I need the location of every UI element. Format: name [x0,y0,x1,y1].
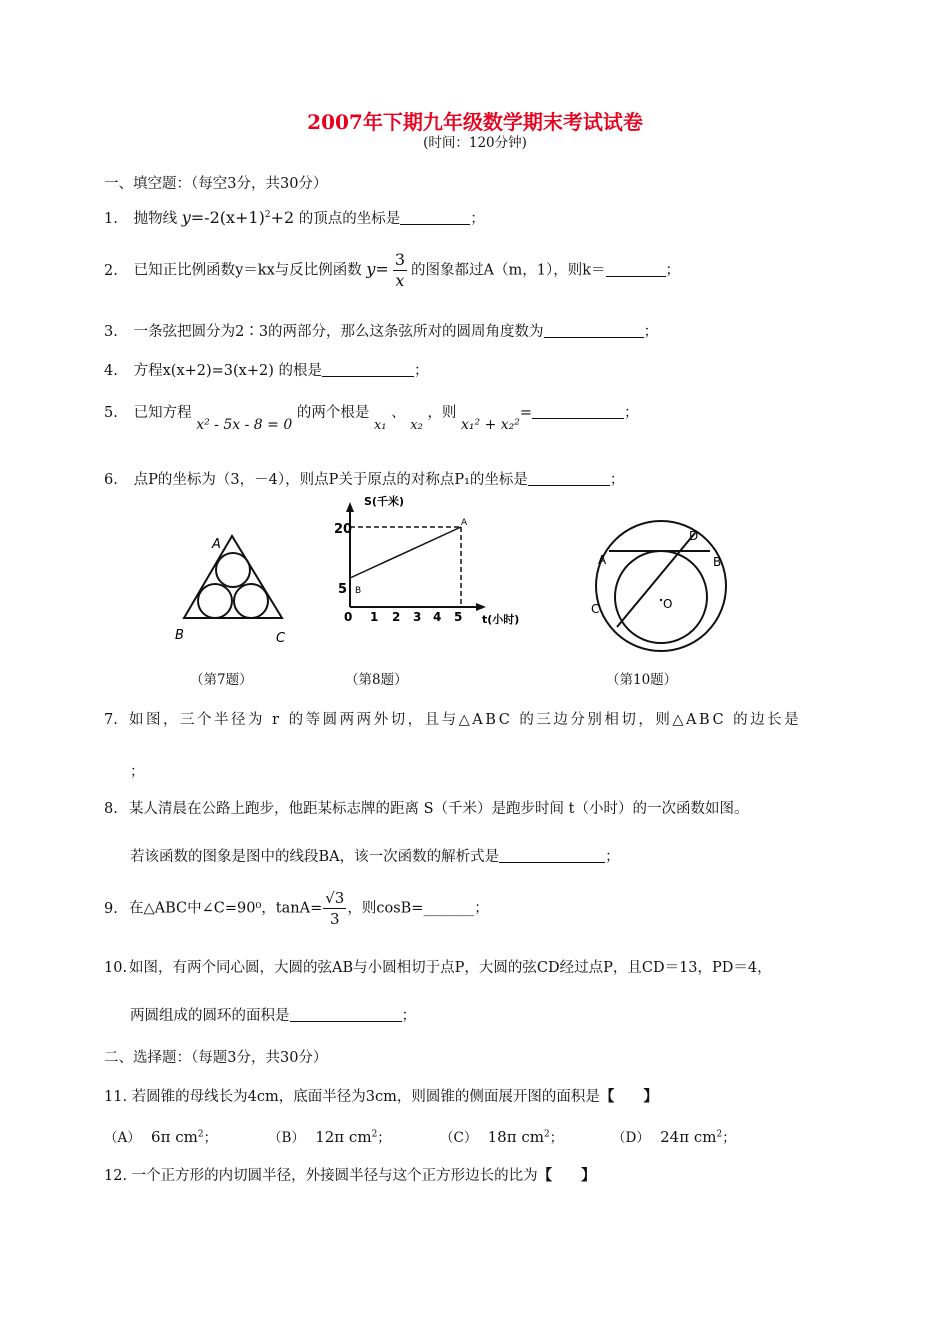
question-text: 方程x(x+2)=3(x+2) 的根是 [133,363,323,379]
question-text-then: ，则 [427,405,457,421]
question-5 [104,401,639,433]
y-tick-20: 20 [334,522,353,537]
point-b-label: B [355,586,362,596]
equals-sign: = [375,259,389,279]
answer-blank[interactable] [400,209,470,225]
punctuation: ； [605,849,620,865]
separator: 、 [391,405,406,421]
question-text-line-2: 若该函数的图象是图中的线段BA，该一次函数的解析式是 [130,849,500,865]
question-6 [104,468,624,489]
option-exponent: 2 [371,1129,378,1140]
x-tick-4: 4 [433,610,442,624]
option-value: 6π cm [151,1128,198,1146]
option-b[interactable] [268,1126,391,1146]
x-tick-3: 3 [413,610,422,624]
y-axis-title: S(千米) [364,495,404,508]
section-fill-in-heading: 一、填空题：（每空3分，共30分） [104,176,328,192]
question-number: 6. [104,472,118,488]
x-axis-title: t(小时) [482,613,520,626]
option-label: （D） [612,1130,650,1146]
question-4 [104,359,429,380]
question-7 [104,708,856,729]
question-7-end: ； [130,764,145,780]
fraction-numerator: 3 [394,250,406,269]
question-number: 5. [104,405,118,421]
question-text: 点P的坐标为（3，－4），则点P关于原点的对称点P₁的坐标是 [133,472,528,488]
question-text-line-1: 某人清晨在公路上跑步，他距某标志牌的距离 S（千米）是跑步时间 t（小时）的一次函数如图。 [129,801,749,817]
section-choice-heading: 二、选择题：（每题3分，共30分） [104,1050,328,1066]
fraction [323,888,346,929]
question-text-line-1: 如图，有两个同心圆，大圆的弦AB与小圆相切于点P，大圆的弦CD经过点P，且CD＝13，PD＝4， [129,960,772,976]
punctuation: ； [609,472,625,488]
question-1 [104,207,485,228]
question-12 [104,1164,596,1185]
label-c: C [276,631,286,646]
answer-blank[interactable] [544,322,644,338]
punctuation: ； [624,405,639,421]
formula-y: y [366,259,376,279]
punctuation: ； [414,363,429,379]
punctuation: ； [470,211,485,227]
figure-10-caption: （第10题） [606,672,678,688]
question-11 [104,1085,658,1106]
option-exponent: 2 [716,1129,723,1140]
figure-7-triangle-circles [170,530,300,650]
x-tick-2: 2 [392,610,401,624]
question-text: 在△ABC中∠C=90⁰，tanA= [129,900,323,917]
answer-blank[interactable] [606,261,666,277]
equals-sign: = [519,405,533,421]
question-text: 如图，三个半径为 r 的等圆两两外切，且与△ABC 的三边分别相切，则△ABC 的边长是 [129,712,802,728]
root-x1: x₁ [373,418,387,433]
answer-blank[interactable] [290,1006,402,1022]
formula-tail: +2 [270,208,295,227]
answer-blank[interactable] [532,403,624,419]
y-tick-5: 5 [338,582,348,597]
label-o: O [663,597,673,611]
option-value: 18π cm [487,1128,544,1146]
equation: x² - 5x - 8 = 0 [196,417,293,433]
punctuation: ； [377,1130,391,1146]
label-a: A [598,553,607,567]
answer-blank[interactable] [322,361,414,377]
label-b: B [713,555,722,569]
question-10-line-2 [130,1004,416,1025]
question-text: 11. 若圆锥的母线长为4cm，底面半径为3cm，则圆锥的侧面展开图的面积是 [104,1089,600,1105]
question-number: 2. [104,262,118,279]
root-x2: x₂ [410,418,423,433]
punctuation: ； [203,1130,218,1146]
option-c[interactable] [440,1126,563,1146]
question-number: 8. [104,801,118,817]
point-a-label: A [461,518,468,528]
label-d: D [689,529,699,543]
answer-bracket[interactable]: 【 】 [599,1088,658,1105]
question-8-line-2 [130,845,620,866]
punctuation: ； [722,1130,736,1146]
question-text: 12. 一个正方形的内切圆半径，外接圆半径与这个正方形边长的比为 [104,1168,538,1184]
option-value: 24π cm [660,1128,717,1146]
page-title: 2007年下期九年级数学期末考试试卷 [307,110,643,134]
question-number: 9. [104,900,118,917]
x-tick-1: 1 [370,610,379,624]
formula-body: =-2(x+1) [190,208,265,227]
answer-bracket[interactable]: 【 】 [537,1167,596,1184]
punctuation: ； [549,1130,564,1146]
question-text: 一条弦把圆分为2∶3的两部分，那么这条弦所对的圆周角度数为 [133,324,544,340]
label-a: A [212,537,221,552]
punctuation: ； [474,900,489,917]
label-c: C [591,602,600,616]
punctuation: ； [665,262,680,279]
option-label: （B） [268,1130,305,1146]
fraction-denominator: x [395,271,405,290]
punctuation: ； [643,324,659,340]
option-exponent: 2 [197,1129,204,1140]
label-b: B [175,628,184,643]
formula-y: y [181,208,191,227]
punctuation: ； [401,1008,416,1024]
figure-7-caption: （第7题） [190,672,253,688]
question-number: 3. [104,324,118,340]
x-tick-0: 0 [344,610,353,624]
option-a[interactable] [104,1126,217,1146]
question-8 [104,797,748,818]
option-d[interactable] [612,1126,736,1146]
option-label: （A） [104,1130,141,1146]
sum-of-squares: x₁² + x₂² [461,417,520,433]
formula-exponent: 2 [264,210,271,221]
question-text: 已知正比例函数y＝kx与反比例函数 [133,262,362,279]
question-10 [104,956,772,977]
option-value: 12π cm [315,1128,372,1146]
question-number: 7. [104,712,118,728]
question-2 [104,250,680,291]
option-exponent: 2 [543,1129,550,1140]
question-number: 4. [104,363,118,379]
fraction [393,250,407,291]
question-number: 1. [104,211,118,227]
fraction-numerator: √3 [325,889,345,907]
question-number: 10. [104,960,128,976]
figure-8-line-graph [330,492,530,632]
question-text: 已知方程 [133,405,192,421]
question-text-line-2: 两圆组成的圆环的面积是 [130,1008,290,1024]
question-text-post: 的顶点的坐标是 [298,211,401,227]
figure-10-concentric-circles [585,520,735,655]
question-text-mid: 的两个根是 [296,405,370,421]
question-text-post: ，则cosB=_______ [347,900,475,917]
x-tick-5: 5 [454,610,463,624]
fraction-denominator: 3 [330,910,340,928]
question-3 [104,320,658,341]
exam-duration: (时间：120分钟) [423,135,527,151]
figure-8-caption: （第8题） [345,672,408,688]
question-text-post: 的图象都过A（m，1），则k＝ [411,262,606,279]
question-9 [104,888,489,929]
option-label: （C） [440,1130,478,1146]
question-text: 抛物线 [133,211,178,227]
answer-blank[interactable] [528,470,610,486]
answer-blank[interactable] [499,847,605,863]
